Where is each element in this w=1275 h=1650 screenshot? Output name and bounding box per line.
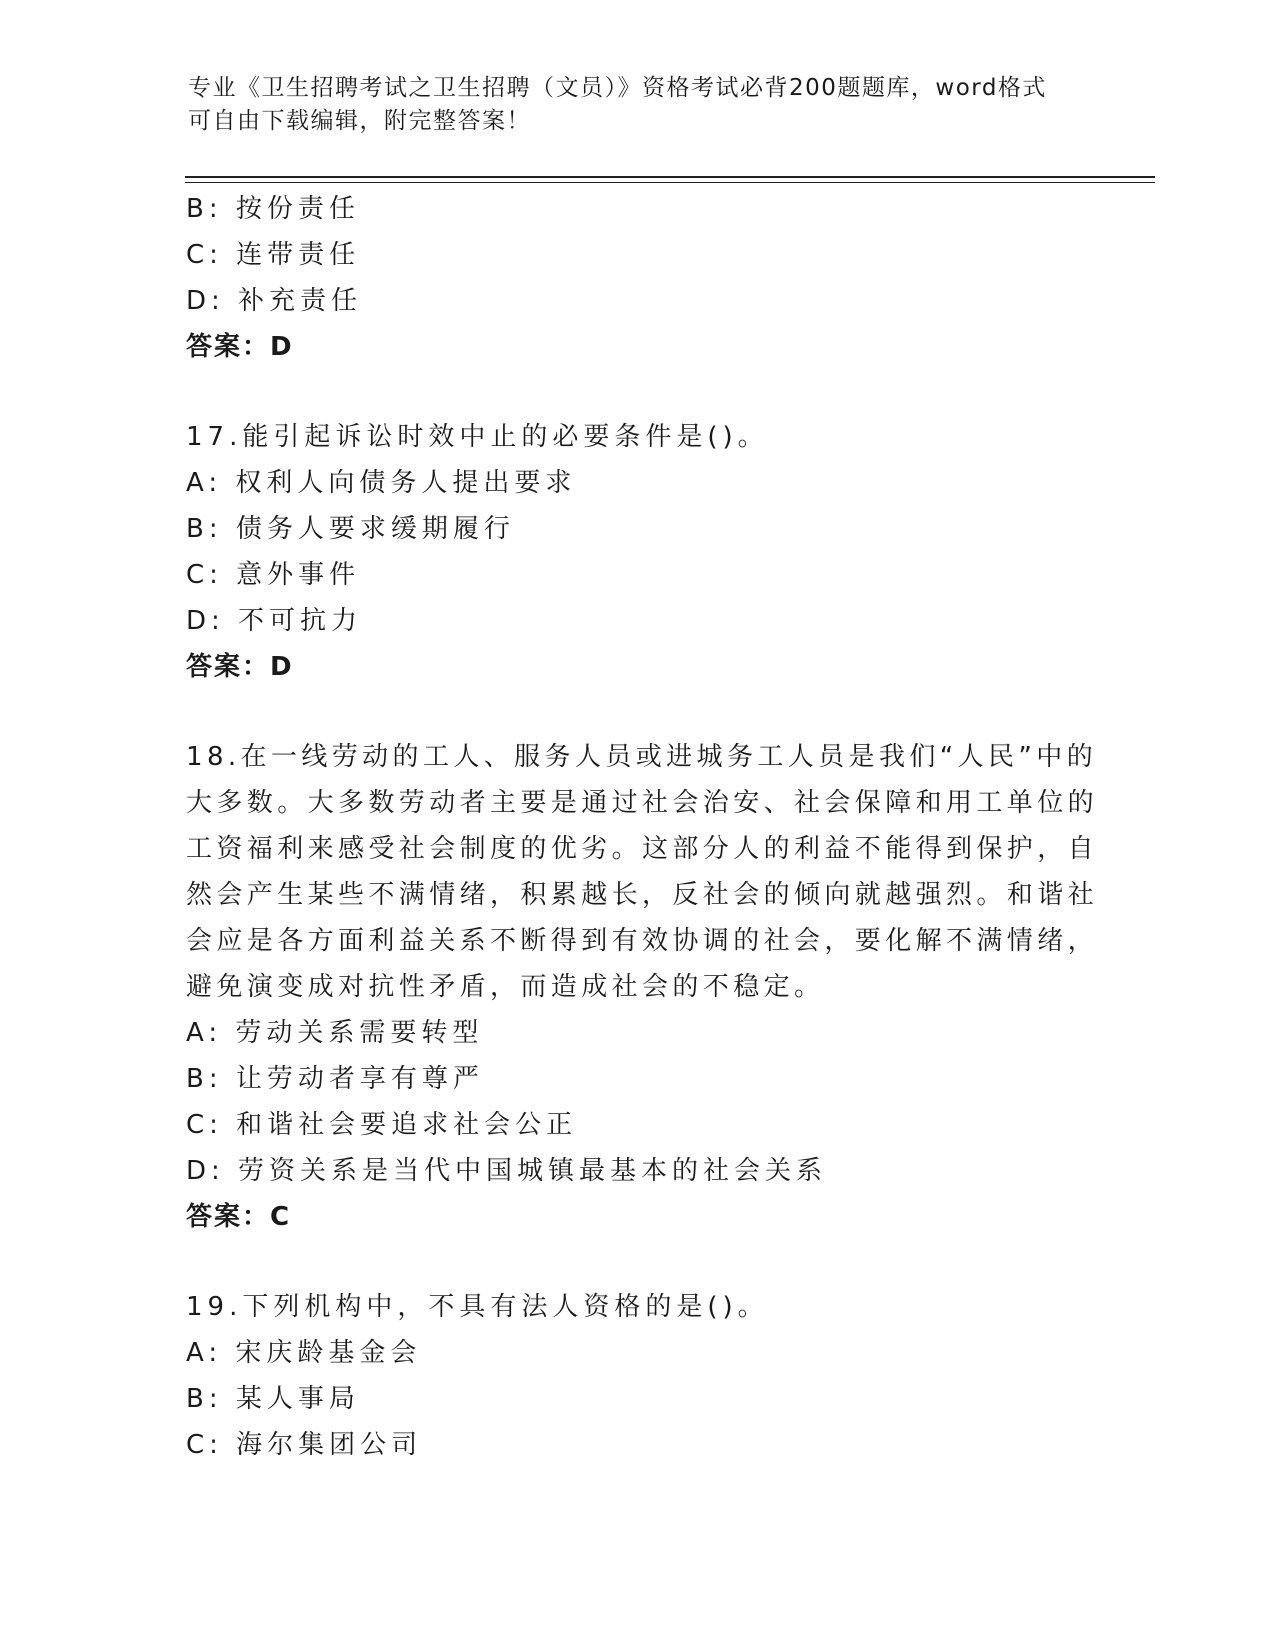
q18-stem-line: 18.在一线劳动的工人、服务人员或进城务工人员是我们“人民”中的 [186,742,1098,772]
q19-option-a: A: 宋庆龄基金会 [186,1338,422,1368]
q18-option-c: C: 和谐社会要追求社会公正 [186,1110,578,1140]
question-list [186,186,1099,1468]
spacer [186,1240,1076,1284]
question-17 [186,414,1076,690]
q17-stem: 17.能引起诉讼时效中止的必要条件是()。 [186,422,769,452]
q17-option-a: A: 权利人向债务人提出要求 [186,468,577,498]
q19-option-c: C: 海尔集团公司 [186,1430,423,1460]
question-19 [186,1284,1076,1468]
q18-option-a: A: 劳动关系需要转型 [186,1018,484,1048]
q16-option-b: B: 按份责任 [186,194,360,224]
q18-stem-line: 工资福利来感受社会制度的优劣。这部分人的利益不能得到保护，自 [186,834,1099,864]
header-line-1: 专业《卫生招聘考试之卫生招聘（文员）》资格考试必背200题题库，word格式 [188,75,1047,101]
document-header [188,72,1068,138]
spacer [186,370,1076,414]
q17-option-c: C: 意外事件 [186,560,361,590]
question-18 [186,734,1099,1240]
q19-stem: 19.下列机构中，不具有法人资格的是()。 [186,1292,769,1322]
q18-stem [186,734,1099,1010]
q18-answer: 答案：C [186,1202,292,1232]
q16-option-c: C: 连带责任 [186,240,361,270]
q18-stem-line: 避免演变成对抗性矛盾，而造成社会的不稳定。 [186,972,825,1002]
q16-answer: 答案：D [186,332,294,362]
q18-option-b: B: 让劳动者享有尊严 [186,1064,484,1094]
q18-stem-line: 大多数。大多数劳动者主要是通过社会治安、社会保障和用工单位的 [186,788,1099,818]
header-line-2: 可自由下载编辑，附完整答案！ [188,108,531,134]
q19-option-b: B: 某人事局 [186,1384,360,1414]
q17-option-b: B: 债务人要求缓期履行 [186,514,515,544]
q18-option-d: D: 劳资关系是当代中国城镇最基本的社会关系 [186,1156,828,1186]
q17-option-d: D: 不可抗力 [186,606,363,636]
question-16 [186,186,1076,370]
q16-option-d: D: 补充责任 [186,286,363,316]
spacer [186,690,1076,734]
header-divider-thin [185,182,1155,183]
header-divider-thick [185,176,1155,178]
q18-stem-line: 然会产生某些不满情绪，积累越长，反社会的倾向就越强烈。和谐社 [186,880,1099,910]
q18-stem-line: 会应是各方面利益关系不断得到有效协调的社会，要化解不满情绪， [186,926,1099,956]
q17-answer: 答案：D [186,652,294,682]
